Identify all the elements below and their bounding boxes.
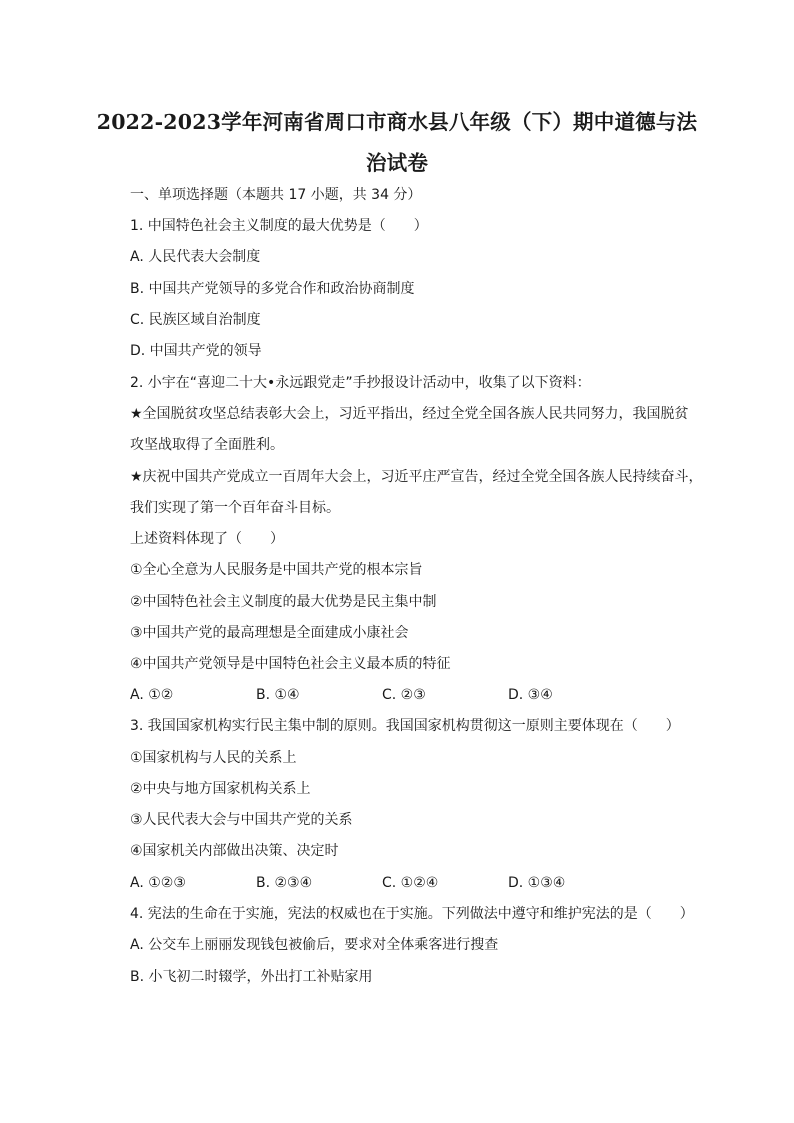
section-heading: 一、单项选择题（本题共 17 小题，共 34 分）	[130, 187, 422, 203]
question-1-option-a[interactable]: A. 人民代表大会制度	[130, 249, 261, 265]
question-3-options-row	[130, 874, 690, 892]
question-3-option-b[interactable]: B. ②③④	[256, 875, 313, 891]
question-2-statement-4: ④中国共产党领导是中国特色社会主义最本质的特征	[130, 656, 451, 672]
question-3-statement-2: ②中央与地方国家机构关系上	[130, 781, 311, 797]
question-3-option-c[interactable]: C. ①②④	[382, 875, 439, 891]
question-2-prompt: 上述资料体现了（ ）	[130, 531, 284, 547]
exam-title-line-2: 治试卷	[365, 151, 429, 175]
question-2-material-2a: ★庆祝中国共产党成立一百周年大会上，习近平庄严宣告，经过全党全国各族人民持续奋斗，	[130, 469, 703, 485]
question-1-option-b[interactable]: B. 中国共产党领导的多党合作和政治协商制度	[130, 281, 415, 297]
exam-title-line-1: 2022-2023学年河南省周口市商水县八年级（下）期中道德与法	[96, 110, 698, 134]
question-4-stem: 4. 宪法的生命在于实施，宪法的权威也在于实施。下列做法中遵守和维护宪法的是（ ）	[130, 906, 694, 922]
question-1-stem: 1. 中国特色社会主义制度的最大优势是（ ）	[130, 218, 428, 234]
question-4-option-a[interactable]: A. 公交车上丽丽发现钱包被偷后，要求对全体乘客进行搜查	[130, 937, 499, 953]
question-3-statement-1: ①国家机构与人民的关系上	[130, 750, 297, 766]
question-2-option-a[interactable]: A. ①②	[130, 687, 174, 703]
question-2-statement-1: ①全心全意为人民服务是中国共产党的根本宗旨	[130, 562, 423, 578]
question-4-option-b[interactable]: B. 小飞初二时辍学，外出打工补贴家用	[130, 969, 373, 985]
question-3-option-a[interactable]: A. ①②③	[130, 875, 186, 891]
question-2-statement-2: ②中国特色社会主义制度的最大优势是民主集中制	[130, 594, 437, 610]
question-3-option-d[interactable]: D. ①③④	[508, 875, 566, 891]
question-3-stem: 3. 我国国家机构实行民主集中制的原则。我国国家机构贯彻这一原则主要体现在（ ）	[130, 718, 680, 734]
question-2-option-d[interactable]: D. ③④	[508, 687, 553, 703]
question-3-statement-4: ④国家机关内部做出决策、决定时	[130, 843, 339, 859]
question-2-material-1b: 攻坚战取得了全面胜利。	[130, 437, 284, 453]
question-2-material-1a: ★全国脱贫攻坚总结表彰大会上，习近平指出，经过全党全国各族人民共同努力，我国脱贫	[130, 406, 689, 422]
question-2-material-2b: 我们实现了第一个百年奋斗目标。	[130, 500, 340, 516]
question-1-option-c[interactable]: C. 民族区域自治制度	[130, 312, 261, 328]
question-3-statement-3: ③人民代表大会与中国共产党的关系	[130, 812, 353, 828]
question-2-options-row	[130, 686, 690, 704]
question-1-option-d[interactable]: D. 中国共产党的领导	[130, 343, 262, 359]
question-2-stem: 2. 小宇在“喜迎二十大•永远跟党走”手抄报设计活动中，收集了以下资料：	[130, 375, 591, 391]
question-2-option-c[interactable]: C. ②③	[382, 687, 426, 703]
question-2-option-b[interactable]: B. ①④	[256, 687, 300, 703]
question-2-statement-3: ③中国共产党的最高理想是全面建成小康社会	[130, 625, 409, 641]
